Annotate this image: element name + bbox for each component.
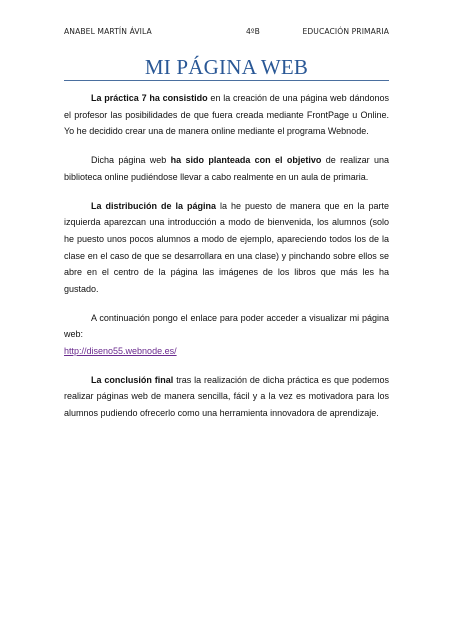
paragraph-conclusion-text: tras la realización de dicha práctica es que podemos realizar páginas web de manera sencilla, fácil y a la vez es motivadora para los alumnos pudiendo ofrecerlo como una herramienta innovadora de aprendizaje. <box>64 374 389 419</box>
page-title: MI PÁGINA WEB <box>144 55 309 79</box>
header-subject: EDUCACIÓN PRIMARIA <box>302 27 389 36</box>
page-header <box>64 27 389 39</box>
paragraph-conclusion-bold: La conclusión final <box>91 374 174 385</box>
paragraph-link-intro-text: A continuación pongo el enlace para poder acceder a visualizar mi página web: <box>64 312 389 340</box>
paragraph-link <box>64 343 389 360</box>
document-body <box>64 90 389 434</box>
paragraph-objective-pre: Dicha página web <box>91 155 171 166</box>
paragraph-distribution <box>64 198 389 298</box>
paragraph-conclusion <box>64 372 389 422</box>
paragraph-objective-text: de realizar una biblioteca online pudiéndose llevar a cabo realmente en un aula de primaria. <box>64 155 389 182</box>
paragraph-distribution-bold: La distribución de la página <box>91 200 216 211</box>
paragraph-link-intro <box>64 310 389 343</box>
header-group: 4ºB <box>246 27 260 36</box>
header-author: ANABEL MARTÍN ÁVILA <box>64 27 152 36</box>
paragraph-distribution-text: la he puesto de manera que en la parte izquierda aparezcan una introducción a modo de bienvenida, los alumnos (solo he puesto unos pocos alumnos a modo de ejemplo, apareciendo todos los de la clase en el caso de que se desarrollara en una clase) y pinchando sobre ellos se abre en el centro de la página las imágenes de los libros que más les ha gustado. <box>64 200 389 294</box>
title-divider <box>64 80 389 81</box>
paragraph-objective <box>64 152 389 185</box>
paragraph-practice-text: en la creación de una página web dándonos el profesor las posibilidades de que fuera creada mediante FrontPage u Online. Yo he decidido crear una de manera online mediante el programa Webnode. <box>64 93 390 137</box>
paragraph-practice-bold: La práctica 7 ha consistido <box>91 93 208 103</box>
paragraph-practice <box>64 90 389 140</box>
paragraph-objective-bold: ha sido planteada con el objetivo <box>170 155 322 166</box>
webpage-link[interactable]: http://diseno55.webnode.es/ <box>64 345 177 356</box>
